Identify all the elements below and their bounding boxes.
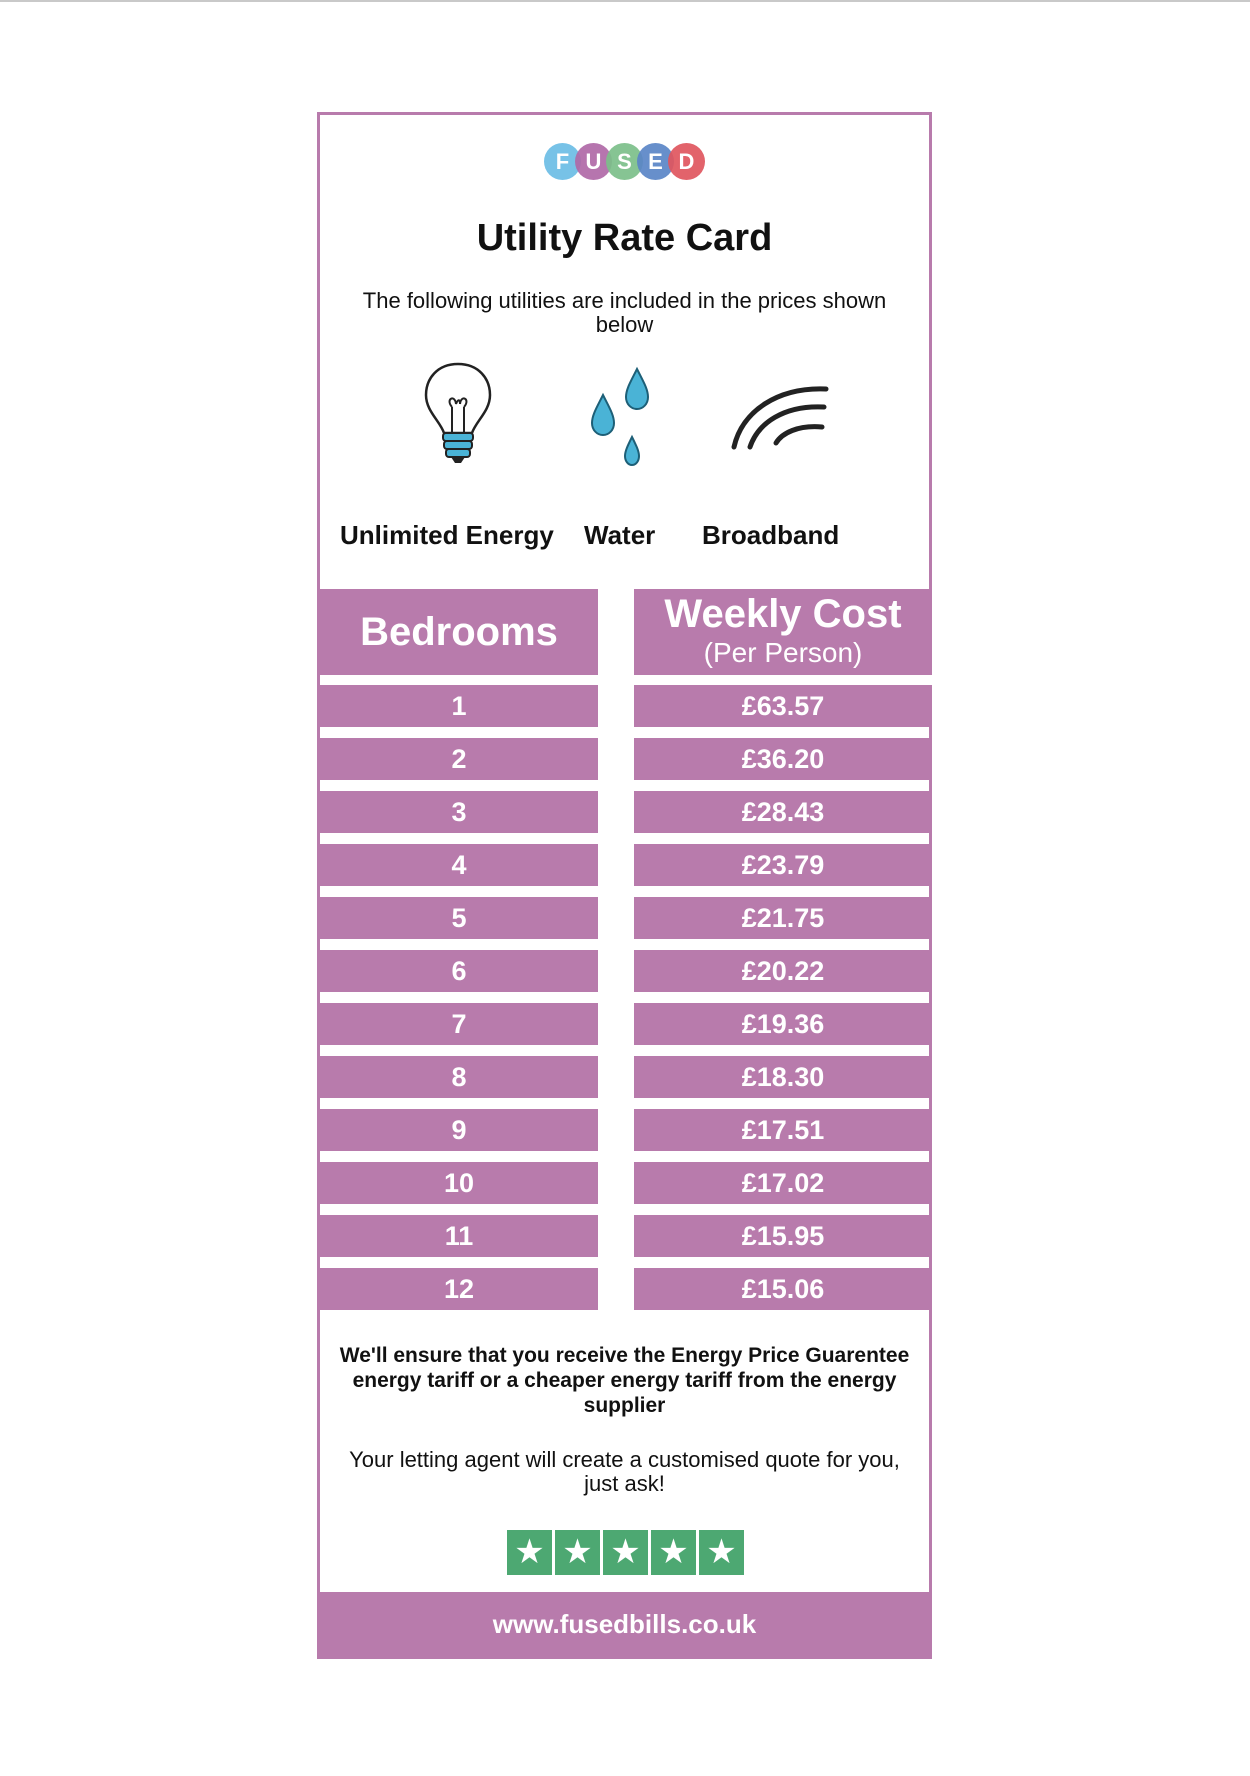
weekly-cost-cell: £19.36 bbox=[634, 1003, 932, 1045]
weekly-cost-cell: £21.75 bbox=[634, 897, 932, 939]
website-link[interactable]: www.fusedbills.co.uk bbox=[492, 1609, 757, 1639]
bedrooms-cell: 9 bbox=[320, 1109, 598, 1151]
trustpilot-star-icon: ★ bbox=[507, 1530, 552, 1575]
trustpilot-star-icon: ★ bbox=[603, 1530, 648, 1575]
bedrooms-cell: 3 bbox=[320, 791, 598, 833]
weekly-cost-cell: £17.02 bbox=[634, 1162, 932, 1204]
trustpilot-star-icon: ★ bbox=[555, 1530, 600, 1575]
bedrooms-cell: 12 bbox=[320, 1268, 598, 1310]
weekly-cost-cell: £15.06 bbox=[634, 1268, 932, 1310]
trustpilot-rating bbox=[507, 1530, 744, 1575]
weekly-cost-title: Weekly Cost bbox=[664, 592, 902, 636]
bedrooms-column-header: Bedrooms bbox=[320, 589, 598, 675]
weekly-cost-cell: £36.20 bbox=[634, 738, 932, 780]
bedrooms-cell: 1 bbox=[320, 685, 598, 727]
bedrooms-cell: 5 bbox=[320, 897, 598, 939]
fused-logo bbox=[320, 143, 929, 180]
bedrooms-cell: 7 bbox=[320, 1003, 598, 1045]
wifi-signal-icon bbox=[728, 377, 832, 462]
weekly-cost-cell: £20.22 bbox=[634, 950, 932, 992]
quote-note: Your letting agent will create a customised quote for you, just ask! bbox=[349, 1447, 900, 1496]
trustpilot-star-icon: ★ bbox=[651, 1530, 696, 1575]
bedrooms-cell: 8 bbox=[320, 1056, 598, 1098]
energy-guarantee-note: We'll ensure that you receive the Energy Price Guarentee energy tariff or a cheaper energy tariff from the energy supplier bbox=[339, 1344, 910, 1417]
logo-letter-circle: D bbox=[668, 143, 705, 180]
trustpilot-star-icon: ★ bbox=[699, 1530, 744, 1575]
weekly-cost-cell: £63.57 bbox=[634, 685, 932, 727]
logo-letter-circle: F bbox=[544, 143, 581, 180]
logo-letter-circle: U bbox=[575, 143, 612, 180]
page-title: Utility Rate Card bbox=[476, 217, 773, 259]
website-footer[interactable] bbox=[320, 1592, 929, 1656]
weekly-cost-cell: £15.95 bbox=[634, 1215, 932, 1257]
weekly-cost-subtitle: (Per Person) bbox=[703, 637, 863, 668]
bedrooms-cell: 2 bbox=[320, 738, 598, 780]
bedrooms-cell: 10 bbox=[320, 1162, 598, 1204]
header-divider bbox=[320, 675, 932, 685]
weekly-cost-cell: £18.30 bbox=[634, 1056, 932, 1098]
water-drops-icon bbox=[585, 365, 657, 480]
utility-label-energy: Unlimited Energy bbox=[340, 520, 554, 550]
weekly-cost-cell: £17.51 bbox=[634, 1109, 932, 1151]
utility-label-water: Water bbox=[584, 520, 656, 550]
rate-card bbox=[317, 112, 932, 1659]
bedrooms-cell: 4 bbox=[320, 844, 598, 886]
bedrooms-cell: 6 bbox=[320, 950, 598, 992]
utility-label-broadband: Broadband bbox=[702, 520, 840, 550]
weekly-cost-cell: £23.79 bbox=[634, 844, 932, 886]
weekly-cost-column-header bbox=[634, 589, 932, 675]
logo-letter-circle: E bbox=[637, 143, 674, 180]
page-top-border bbox=[0, 0, 1250, 2]
bedrooms-cell: 11 bbox=[320, 1215, 598, 1257]
weekly-cost-cell: £28.43 bbox=[634, 791, 932, 833]
logo-letter-circle: S bbox=[606, 143, 643, 180]
lightbulb-icon bbox=[423, 361, 493, 474]
subtitle: The following utilities are included in the prices shown below bbox=[362, 288, 887, 337]
